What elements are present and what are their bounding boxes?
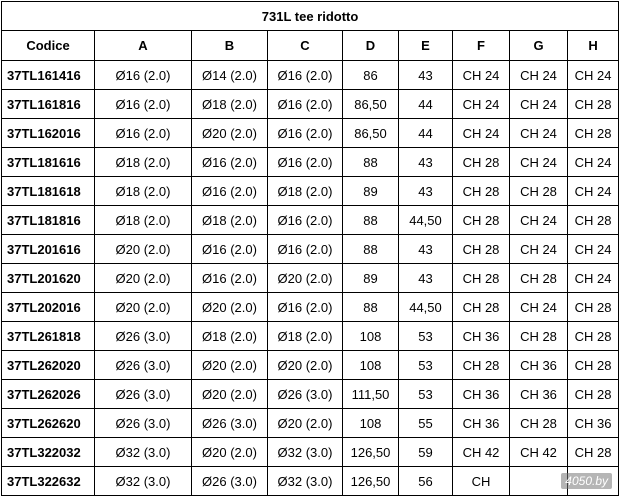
- value-cell-h: CH 28: [568, 380, 619, 409]
- value-cell-h: CH 28: [568, 322, 619, 351]
- value-cell-a: Ø20 (2.0): [95, 293, 192, 322]
- value-cell-b: Ø18 (2.0): [192, 206, 268, 235]
- value-cell-e: 53: [399, 322, 453, 351]
- value-cell-b: Ø20 (2.0): [192, 438, 268, 467]
- value-cell-f: CH 42: [453, 438, 510, 467]
- value-cell-h: CH 36: [568, 409, 619, 438]
- value-cell-c: Ø20 (2.0): [268, 264, 343, 293]
- value-cell-g: CH 36: [510, 351, 568, 380]
- column-header-a: A: [95, 31, 192, 61]
- value-cell-g: CH 24: [510, 206, 568, 235]
- value-cell-e: 44,50: [399, 293, 453, 322]
- value-cell-f: CH: [453, 467, 510, 496]
- value-cell-g: CH 24: [510, 119, 568, 148]
- product-code-cell: 37TL201616: [2, 235, 95, 264]
- value-cell-a: Ø18 (2.0): [95, 177, 192, 206]
- product-code-cell: 37TL181816: [2, 206, 95, 235]
- value-cell-a: Ø26 (3.0): [95, 322, 192, 351]
- value-cell-e: 44,50: [399, 206, 453, 235]
- product-code-cell: 37TL322032: [2, 438, 95, 467]
- value-cell-h: CH 24: [568, 61, 619, 90]
- value-cell-d: 89: [343, 177, 399, 206]
- product-code-cell: 37TL262020: [2, 351, 95, 380]
- value-cell-b: Ø16 (2.0): [192, 235, 268, 264]
- value-cell-c: Ø16 (2.0): [268, 119, 343, 148]
- value-cell-d: 126,50: [343, 438, 399, 467]
- product-code-cell: 37TL261818: [2, 322, 95, 351]
- value-cell-f: CH 28: [453, 206, 510, 235]
- value-cell-b: Ø18 (2.0): [192, 90, 268, 119]
- table-row: [2, 90, 619, 119]
- value-cell-b: Ø26 (3.0): [192, 409, 268, 438]
- value-cell-e: 44: [399, 90, 453, 119]
- table-row: [2, 467, 619, 496]
- value-cell-e: 55: [399, 409, 453, 438]
- product-code-cell: 37TL181618: [2, 177, 95, 206]
- value-cell-b: Ø14 (2.0): [192, 61, 268, 90]
- value-cell-e: 59: [399, 438, 453, 467]
- value-cell-h: CH 24: [568, 264, 619, 293]
- value-cell-d: 89: [343, 264, 399, 293]
- value-cell-b: Ø20 (2.0): [192, 293, 268, 322]
- product-code-cell: 37TL202016: [2, 293, 95, 322]
- product-code-cell: 37TL262026: [2, 380, 95, 409]
- value-cell-b: Ø20 (2.0): [192, 380, 268, 409]
- value-cell-d: 108: [343, 351, 399, 380]
- value-cell-f: CH 24: [453, 61, 510, 90]
- table-row: [2, 264, 619, 293]
- value-cell-g: CH 24: [510, 61, 568, 90]
- value-cell-f: CH 28: [453, 177, 510, 206]
- value-cell-d: 88: [343, 293, 399, 322]
- value-cell-e: 53: [399, 351, 453, 380]
- value-cell-c: Ø16 (2.0): [268, 90, 343, 119]
- tee-dimensions-table: [1, 1, 619, 496]
- value-cell-d: 86: [343, 61, 399, 90]
- value-cell-f: CH 36: [453, 322, 510, 351]
- value-cell-d: 108: [343, 409, 399, 438]
- value-cell-b: Ø20 (2.0): [192, 119, 268, 148]
- value-cell-f: CH 28: [453, 264, 510, 293]
- value-cell-e: 43: [399, 61, 453, 90]
- value-cell-d: 88: [343, 206, 399, 235]
- value-cell-g: CH 42: [510, 438, 568, 467]
- value-cell-g: CH 24: [510, 90, 568, 119]
- value-cell-b: Ø16 (2.0): [192, 264, 268, 293]
- value-cell-g: CH 28: [510, 409, 568, 438]
- value-cell-a: Ø16 (2.0): [95, 61, 192, 90]
- table-row: [2, 322, 619, 351]
- product-code-cell: 37TL181616: [2, 148, 95, 177]
- value-cell-c: Ø16 (2.0): [268, 61, 343, 90]
- value-cell-c: Ø16 (2.0): [268, 148, 343, 177]
- column-header-codice: Codice: [2, 31, 95, 61]
- value-cell-h: CH 24: [568, 235, 619, 264]
- value-cell-h: CH 28: [568, 293, 619, 322]
- table-row: [2, 351, 619, 380]
- product-table-sheet: [1, 1, 618, 496]
- table-row: [2, 380, 619, 409]
- value-cell-g: CH 24: [510, 293, 568, 322]
- value-cell-a: Ø20 (2.0): [95, 264, 192, 293]
- value-cell-d: 88: [343, 148, 399, 177]
- table-row: [2, 119, 619, 148]
- table-row: [2, 409, 619, 438]
- value-cell-h: CH 24: [568, 148, 619, 177]
- value-cell-b: Ø16 (2.0): [192, 148, 268, 177]
- value-cell-h: CH 28: [568, 438, 619, 467]
- column-header-g: G: [510, 31, 568, 61]
- value-cell-g: CH 28: [510, 177, 568, 206]
- value-cell-c: Ø16 (2.0): [268, 293, 343, 322]
- product-code-cell: 37TL262620: [2, 409, 95, 438]
- value-cell-b: Ø20 (2.0): [192, 351, 268, 380]
- value-cell-f: CH 28: [453, 235, 510, 264]
- value-cell-b: Ø26 (3.0): [192, 467, 268, 496]
- value-cell-f: CH 24: [453, 90, 510, 119]
- value-cell-h: CH 28: [568, 90, 619, 119]
- product-code-cell: 37TL161416: [2, 61, 95, 90]
- value-cell-e: 43: [399, 177, 453, 206]
- value-cell-e: 43: [399, 264, 453, 293]
- value-cell-d: 88: [343, 235, 399, 264]
- value-cell-a: Ø18 (2.0): [95, 148, 192, 177]
- value-cell-h: CH 28: [568, 119, 619, 148]
- value-cell-g: CH 24: [510, 148, 568, 177]
- value-cell-d: 126,50: [343, 467, 399, 496]
- watermark: 4050.by: [561, 473, 612, 489]
- value-cell-h: CH 28: [568, 206, 619, 235]
- column-header-row: [2, 31, 619, 61]
- product-code-cell: 37TL162016: [2, 119, 95, 148]
- value-cell-c: Ø18 (2.0): [268, 177, 343, 206]
- value-cell-b: Ø16 (2.0): [192, 177, 268, 206]
- product-code-cell: 37TL201620: [2, 264, 95, 293]
- value-cell-f: CH 24: [453, 119, 510, 148]
- value-cell-f: CH 28: [453, 351, 510, 380]
- value-cell-a: Ø32 (3.0): [95, 467, 192, 496]
- value-cell-d: 86,50: [343, 90, 399, 119]
- value-cell-g: CH 36: [510, 380, 568, 409]
- value-cell-d: 111,50: [343, 380, 399, 409]
- value-cell-f: CH 36: [453, 380, 510, 409]
- value-cell-e: 53: [399, 380, 453, 409]
- column-header-e: E: [399, 31, 453, 61]
- value-cell-c: Ø18 (2.0): [268, 322, 343, 351]
- table-row: [2, 61, 619, 90]
- value-cell-g: [510, 467, 568, 496]
- value-cell-c: Ø32 (3.0): [268, 467, 343, 496]
- value-cell-c: Ø20 (2.0): [268, 409, 343, 438]
- column-header-f: F: [453, 31, 510, 61]
- value-cell-a: Ø26 (3.0): [95, 380, 192, 409]
- value-cell-a: Ø20 (2.0): [95, 235, 192, 264]
- value-cell-a: Ø26 (3.0): [95, 351, 192, 380]
- value-cell-d: 86,50: [343, 119, 399, 148]
- value-cell-d: 108: [343, 322, 399, 351]
- value-cell-a: Ø32 (3.0): [95, 438, 192, 467]
- value-cell-a: Ø18 (2.0): [95, 206, 192, 235]
- column-header-h: H: [568, 31, 619, 61]
- value-cell-c: Ø16 (2.0): [268, 235, 343, 264]
- column-header-c: C: [268, 31, 343, 61]
- value-cell-c: Ø26 (3.0): [268, 380, 343, 409]
- table-body: [2, 61, 619, 496]
- product-code-cell: 37TL161816: [2, 90, 95, 119]
- value-cell-c: Ø32 (3.0): [268, 438, 343, 467]
- product-code-cell: 37TL322632: [2, 467, 95, 496]
- table-row: [2, 235, 619, 264]
- value-cell-f: CH 28: [453, 293, 510, 322]
- value-cell-e: 43: [399, 148, 453, 177]
- value-cell-f: CH 28: [453, 148, 510, 177]
- value-cell-e: 56: [399, 467, 453, 496]
- value-cell-e: 43: [399, 235, 453, 264]
- value-cell-g: CH 28: [510, 322, 568, 351]
- table-row: [2, 293, 619, 322]
- value-cell-b: Ø18 (2.0): [192, 322, 268, 351]
- table-row: [2, 438, 619, 467]
- table-title: 731L tee ridotto: [2, 2, 619, 31]
- value-cell-h: CH 24: [568, 177, 619, 206]
- value-cell-g: CH 28: [510, 264, 568, 293]
- value-cell-a: Ø16 (2.0): [95, 119, 192, 148]
- column-header-d: D: [343, 31, 399, 61]
- value-cell-e: 44: [399, 119, 453, 148]
- value-cell-c: Ø16 (2.0): [268, 206, 343, 235]
- table-row: [2, 177, 619, 206]
- value-cell-g: CH 24: [510, 235, 568, 264]
- value-cell-c: Ø20 (2.0): [268, 351, 343, 380]
- table-row: [2, 206, 619, 235]
- value-cell-a: Ø26 (3.0): [95, 409, 192, 438]
- table-row: [2, 148, 619, 177]
- value-cell-f: CH 36: [453, 409, 510, 438]
- value-cell-a: Ø16 (2.0): [95, 90, 192, 119]
- value-cell-h: CH 28: [568, 351, 619, 380]
- column-header-b: B: [192, 31, 268, 61]
